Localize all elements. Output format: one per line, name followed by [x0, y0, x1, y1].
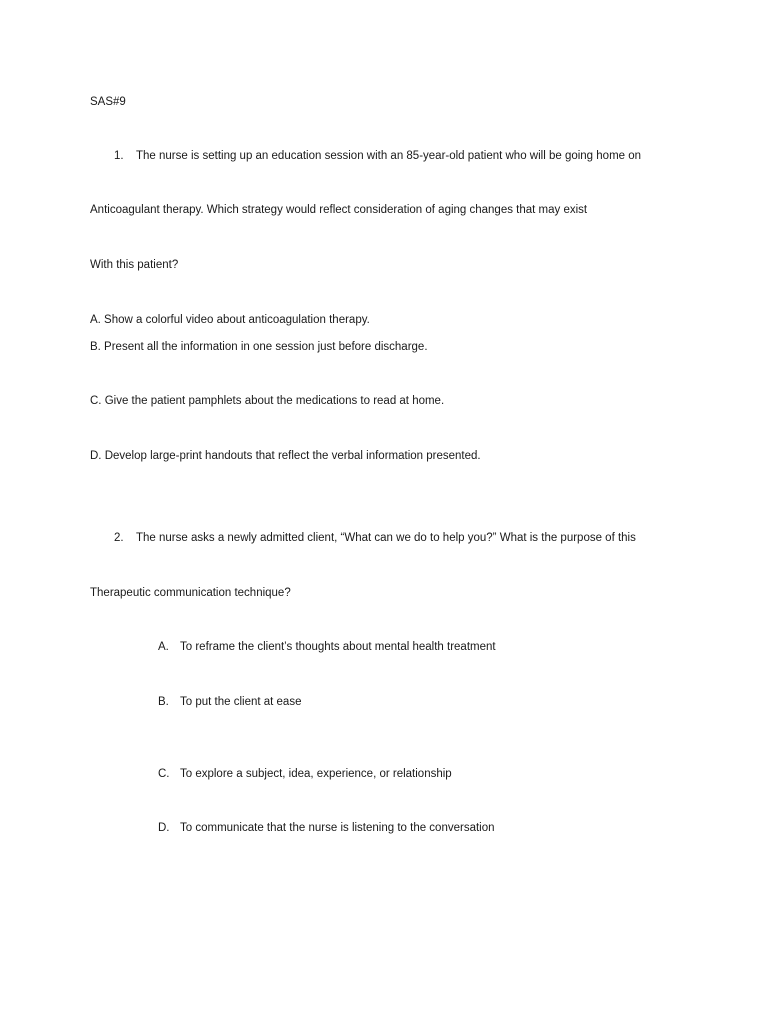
answer-option-c: C. Give the patient pamphlets about the medications to read at home. [90, 395, 445, 407]
document-title: SAS#9 [90, 96, 126, 108]
answer-letter-c: C. [158, 768, 170, 780]
answer-option-d: To communicate that the nurse is listening to the conversation [180, 822, 495, 834]
question-stem-line: The nurse asks a newly admitted client, “What can we do to help you?” What is the purpose of this [136, 532, 636, 544]
question-stem-line: With this patient? [90, 259, 179, 271]
answer-letter-a: A. [158, 641, 169, 653]
answer-letter-d: D. [158, 822, 170, 834]
answer-option-b: To put the client at ease [180, 696, 302, 708]
answer-option-c: To explore a subject, idea, experience, or relationship [180, 768, 452, 780]
question-stem-line: Therapeutic communication technique? [90, 587, 291, 599]
answer-letter-b: B. [158, 696, 169, 708]
question-stem-line: Anticoagulant therapy. Which strategy would reflect consideration of aging changes that may exist [90, 204, 588, 216]
answer-option-d: D. Develop large-print handouts that reflect the verbal information presented. [90, 450, 481, 462]
question-number: 1. [114, 150, 124, 162]
answer-option-b: B. Present all the information in one session just before discharge. [90, 341, 428, 353]
answer-option-a: A. Show a colorful video about anticoagulation therapy. [90, 314, 370, 326]
question-number: 2. [114, 532, 124, 544]
answer-option-a: To reframe the client’s thoughts about mental health treatment [180, 641, 496, 653]
question-stem-line: The nurse is setting up an education session with an 85-year-old patient who will be going home on [136, 150, 642, 162]
